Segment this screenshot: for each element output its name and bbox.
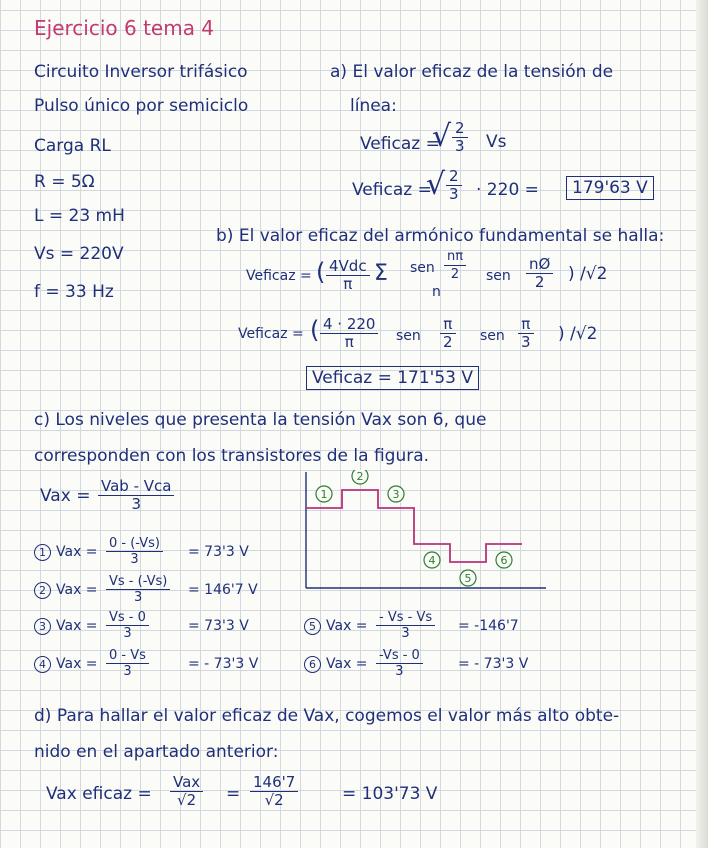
part-c-line-1: c) Los niveles que presenta la tensión Vax son 6, que bbox=[34, 410, 487, 430]
b-f2-sen1-num: π bbox=[440, 316, 456, 334]
part-a-heading: a) El valor eficaz de la tensión de bbox=[330, 62, 614, 82]
a-sqrt-fraction bbox=[452, 120, 468, 155]
waveform-steps bbox=[306, 490, 522, 562]
b-f2-tail: ) /√2 bbox=[558, 324, 598, 344]
a-calc-tail: · 220 = bbox=[476, 180, 539, 200]
paren-open: ( bbox=[316, 258, 326, 286]
c-vax-den: 3 bbox=[131, 495, 141, 513]
b-f2-sen2-num: π bbox=[518, 316, 534, 334]
level-number-badge: 4 bbox=[34, 656, 51, 673]
b-f2-lhs: Veficaz = bbox=[238, 326, 304, 342]
part-d-line-2: nido en el apartado anterior: bbox=[34, 742, 279, 762]
waveform-figure bbox=[300, 470, 550, 594]
b-result: Veficaz = 171'53 V bbox=[306, 366, 479, 390]
a-result: 179'63 V bbox=[566, 176, 654, 200]
a-calc-num: 2 bbox=[446, 168, 462, 186]
level-num: 0 - Vs bbox=[106, 648, 149, 664]
part-b-heading: b) El valor eficaz del armónico fundamental se halla: bbox=[216, 226, 665, 246]
given-pulse: Pulso único por semiciclo bbox=[34, 96, 249, 116]
d-f2-den: √2 bbox=[264, 791, 284, 809]
d-f1-num: Vax bbox=[170, 774, 203, 792]
waveform-label: 5 bbox=[464, 572, 472, 585]
level-den: 3 bbox=[401, 626, 410, 641]
level-den: 3 bbox=[130, 552, 139, 567]
d-lhs: Vax eficaz = bbox=[46, 784, 152, 804]
part-d-line-1: d) Para hallar el valor eficaz de Vax, cogemos el valor más alto obte- bbox=[34, 706, 620, 726]
level-lhs: Vax = bbox=[56, 582, 98, 598]
level-fraction bbox=[106, 610, 149, 641]
level-den: 3 bbox=[395, 664, 404, 679]
a-sqrt-num: 2 bbox=[452, 120, 468, 138]
level-lhs: Vax = bbox=[326, 656, 368, 672]
part-c-line-2: corresponden con los transistores de la figura. bbox=[34, 446, 430, 466]
b-f2-sen1: sen bbox=[396, 328, 421, 344]
paren-open: ( bbox=[310, 316, 320, 344]
level-number-badge: 6 bbox=[304, 656, 321, 673]
page-edge bbox=[696, 0, 708, 848]
sqrt-symbol: √ bbox=[432, 119, 452, 154]
b-f2-sen1-den: 2 bbox=[443, 333, 453, 351]
level-row bbox=[34, 650, 304, 684]
d-fraction-2 bbox=[250, 774, 298, 809]
level-fraction bbox=[376, 648, 423, 679]
a-sqrt-den: 3 bbox=[455, 137, 465, 155]
level-value: = - 73'3 V bbox=[458, 656, 529, 672]
level-row bbox=[34, 612, 304, 646]
level-number-badge: 3 bbox=[34, 618, 51, 635]
level-lhs: Vax = bbox=[56, 618, 98, 634]
b-f1-lhs: Veficaz = bbox=[246, 268, 312, 284]
waveform-label: 4 bbox=[428, 554, 436, 567]
level-num: 0 - (-Vs) bbox=[106, 536, 163, 552]
b-f2-sen2: sen bbox=[480, 328, 505, 344]
waveform-label: 3 bbox=[392, 488, 400, 501]
waveform-label: 2 bbox=[356, 470, 364, 483]
level-value: = 73'3 V bbox=[188, 544, 249, 560]
d-fraction-1 bbox=[170, 774, 203, 809]
level-fraction bbox=[106, 574, 170, 605]
level-value: = -146'7 bbox=[458, 618, 519, 634]
level-lhs: Vax = bbox=[56, 544, 98, 560]
level-number-badge: 2 bbox=[34, 582, 51, 599]
level-num: Vs - (-Vs) bbox=[106, 574, 170, 590]
b-f1-sum: Σ bbox=[374, 261, 388, 286]
b-f1-sen2-num: nØ bbox=[526, 256, 553, 274]
b-f2-fraction bbox=[320, 316, 378, 351]
given-vs: Vs = 220V bbox=[34, 244, 124, 264]
b-f1-sen1: sen bbox=[410, 260, 435, 276]
c-vax-num: Vab - Vca bbox=[98, 478, 174, 496]
b-f1-sen1-fraction bbox=[444, 248, 466, 283]
given-circuit: Circuito Inversor trifásico bbox=[34, 62, 248, 82]
a-calc-fraction bbox=[446, 168, 462, 203]
b-f1-sen2-fraction bbox=[526, 256, 553, 291]
b-f1-den: π bbox=[343, 275, 353, 293]
b-f1-fraction bbox=[326, 258, 370, 293]
given-l: L = 23 mH bbox=[34, 206, 125, 226]
b-f2-den: π bbox=[344, 333, 354, 351]
level-num: Vs - 0 bbox=[106, 610, 149, 626]
waveform-label: 1 bbox=[320, 488, 328, 501]
level-fraction bbox=[106, 648, 149, 679]
level-value: = - 73'3 V bbox=[188, 656, 259, 672]
level-lhs: Vax = bbox=[326, 618, 368, 634]
level-num: - Vs - Vs bbox=[376, 610, 435, 626]
b-f1-sen2-den: 2 bbox=[534, 273, 545, 291]
level-den: 3 bbox=[123, 664, 132, 679]
sqrt-symbol: √ bbox=[426, 167, 446, 202]
level-lhs: Vax = bbox=[56, 656, 98, 672]
level-fraction bbox=[376, 610, 435, 641]
level-number-badge: 5 bbox=[304, 618, 321, 635]
page-title: Ejercicio 6 tema 4 bbox=[34, 16, 215, 40]
level-den: 3 bbox=[134, 590, 143, 605]
waveform-line bbox=[306, 490, 522, 562]
given-f: f = 33 Hz bbox=[34, 282, 114, 302]
level-num: -Vs - 0 bbox=[376, 648, 423, 664]
part-a-heading-2: línea: bbox=[350, 96, 397, 116]
level-number-badge: 1 bbox=[34, 544, 51, 561]
b-f1-sen1-num: nπ bbox=[444, 248, 466, 266]
level-row bbox=[34, 538, 304, 572]
level-row bbox=[34, 576, 304, 610]
a-formula-lhs: Veficaz = bbox=[360, 134, 440, 154]
equals-sign: = bbox=[226, 784, 241, 804]
b-f2-sen1-fraction bbox=[440, 316, 456, 351]
b-f1-sen1-mid: n bbox=[432, 284, 441, 300]
d-f2-num: 146'7 bbox=[250, 774, 298, 792]
level-value: = 73'3 V bbox=[188, 618, 249, 634]
b-f1-tail: ) /√2 bbox=[568, 264, 608, 284]
b-f2-sen2-den: 3 bbox=[521, 333, 531, 351]
c-vax-fraction bbox=[98, 478, 174, 513]
level-fraction bbox=[106, 536, 163, 567]
b-f1-sen2: sen bbox=[486, 268, 511, 284]
d-result: = 103'73 V bbox=[342, 784, 438, 804]
b-f1-num: 4Vdc bbox=[326, 258, 370, 276]
a-formula-tail: Vs bbox=[486, 132, 507, 152]
a-calc-den: 3 bbox=[449, 185, 459, 203]
level-value: = 146'7 V bbox=[188, 582, 258, 598]
c-vax-lhs: Vax = bbox=[40, 486, 91, 506]
b-f2-sen2-fraction bbox=[518, 316, 534, 351]
given-r: R = 5Ω bbox=[34, 172, 95, 192]
b-f1-sen1-den: 2 bbox=[450, 267, 460, 282]
level-row bbox=[304, 612, 574, 646]
level-den: 3 bbox=[123, 626, 132, 641]
given-load: Carga RL bbox=[34, 136, 111, 156]
b-f2-num: 4 · 220 bbox=[320, 316, 378, 334]
level-row bbox=[304, 650, 574, 684]
waveform-label: 6 bbox=[500, 554, 508, 567]
d-f1-den: √2 bbox=[177, 791, 197, 809]
a-calc-lhs: Veficaz = bbox=[352, 180, 432, 200]
